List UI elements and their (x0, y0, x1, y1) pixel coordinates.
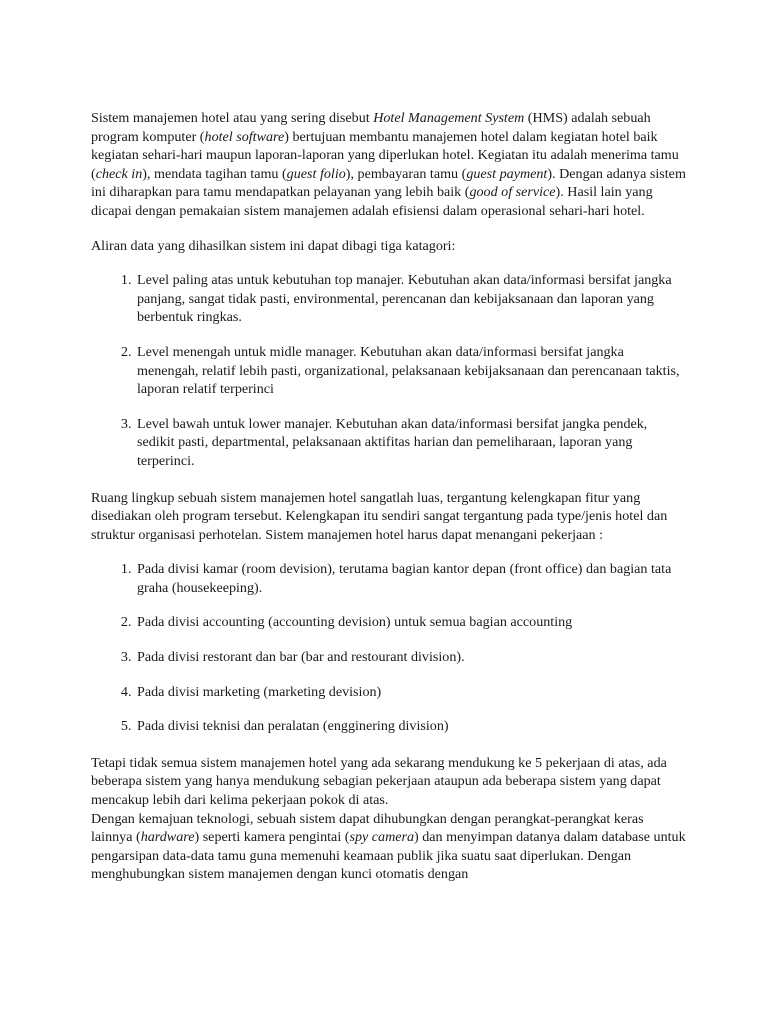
category-list (91, 271, 688, 470)
italic-term: check in (95, 165, 143, 182)
text-run: ), mendata tagihan tamu ( (142, 165, 287, 182)
list-item: 1. Pada divisi kamar (room devision), terutama bagian kantor depan (front office) dan bagian tata graha (housekeeping). (135, 560, 688, 597)
text-run: ) dan menyimpan datanya dalam database untuk pengarsipan data-data tamu guna memenuhi keamaan publik jika suatu saat diperlukan. Dengan menghubungkan sistem manajemen dengan kunci otomatis dengan (91, 829, 686, 883)
italic-term: hotel software (204, 128, 285, 145)
text-run: (HMS) adalah sebuah program komputer ( (91, 110, 651, 145)
list-item: 2. Level menengah untuk midle manager. Kebutuhan akan data/informasi bersifat jangka menengah, relatif lebih pasti, organizational, pelaksanaan kebijaksanaan dan perencanaan taktis, laporan relatif terperinci (135, 343, 688, 399)
italic-term: good of service (469, 184, 556, 201)
text-run: Dengan kemajuan teknologi, sebuah sistem dapat dihubungkan dengan perangkat-perangkat keras lainnya ( (91, 810, 644, 846)
italic-term: Hotel Management System (373, 110, 525, 126)
text-run: ) bertujuan membantu manajemen hotel dalam kegiatan hotel baik kegiatan sehari-hari maupun laporan-laporan yang diperlukan hotel. Kegiatan itu adalah menerima tamu ( (91, 128, 679, 182)
text-run: ) seperti kamera pengintai ( (194, 829, 350, 846)
support-paragraph: Tetapi tidak semua sistem manajemen hotel yang ada sekarang mendukung ke 5 pekerjaan di atas, ada beberapa sistem yang hanya mendukung sebagian pekerjaan ataupun ada beberapa sistem yang dapat mencakup lebih dari kelima pekerjaan pokok di atas. (91, 754, 667, 809)
intro-paragraph (91, 109, 688, 221)
text-run: ). Hasil lain yang dicapai dengan pemakaian sistem manajemen adalah efisiensi dalam operasional sehari-hari hotel. (91, 184, 653, 219)
list-item: 3. Level bawah untuk lower manajer. Kebutuhan akan data/informasi bersifat jangka pendek, sedikit pasti, departmental, pelaksanaan aktifitas harian dan pemeliharaan, laporan yang terperinci. (135, 415, 688, 471)
italic-term: guest folio (286, 165, 346, 182)
italic-term: guest payment (466, 165, 548, 182)
list-item: 4. Pada divisi marketing (marketing devision) (135, 683, 688, 702)
division-list (91, 560, 688, 736)
list-item: 5. Pada divisi teknisi dan peralatan (engginering division) (135, 717, 688, 736)
list-item: 3. Pada divisi restorant dan bar (bar and restourant division). (135, 648, 688, 667)
text-run: ). Dengan adanya sistem ini diharapkan para tamu mendapatkan pelayanan yang lebih baik ( (91, 165, 686, 201)
italic-term: spy camera (349, 829, 415, 846)
italic-term: hardware (140, 829, 195, 846)
scope-paragraph: Ruang lingkup sebuah sistem manajemen hotel sangatlah luas, tergantung kelengkapan fitur yang disediakan oleh program tersebut. Kelengkapan itu sendiri sangat tergantung pada type/jenis hotel dan struktur organisasi perhotelan. Sistem manajemen hotel harus dapat menangani pekerjaan : (91, 489, 668, 543)
text-run: ), pembayaran tamu ( (345, 165, 467, 182)
text-run: Sistem manajemen hotel atau yang sering disebut (91, 110, 374, 126)
list-item: 2. Pada divisi accounting (accounting devision) untuk semua bagian accounting (135, 613, 688, 632)
data-flow-paragraph: Aliran data yang dihasilkan sistem ini dapat dibagi tiga katagori: (91, 237, 456, 254)
technology-paragraph (91, 810, 688, 884)
list-item: 1. Level paling atas untuk kebutuhan top manajer. Kebutuhan akan data/informasi bersifat jangka panjang, sangat tidak pasti, environmental, perencanan dan kebijaksanaan dan laporan yang berbentuk ringkas. (135, 271, 688, 327)
